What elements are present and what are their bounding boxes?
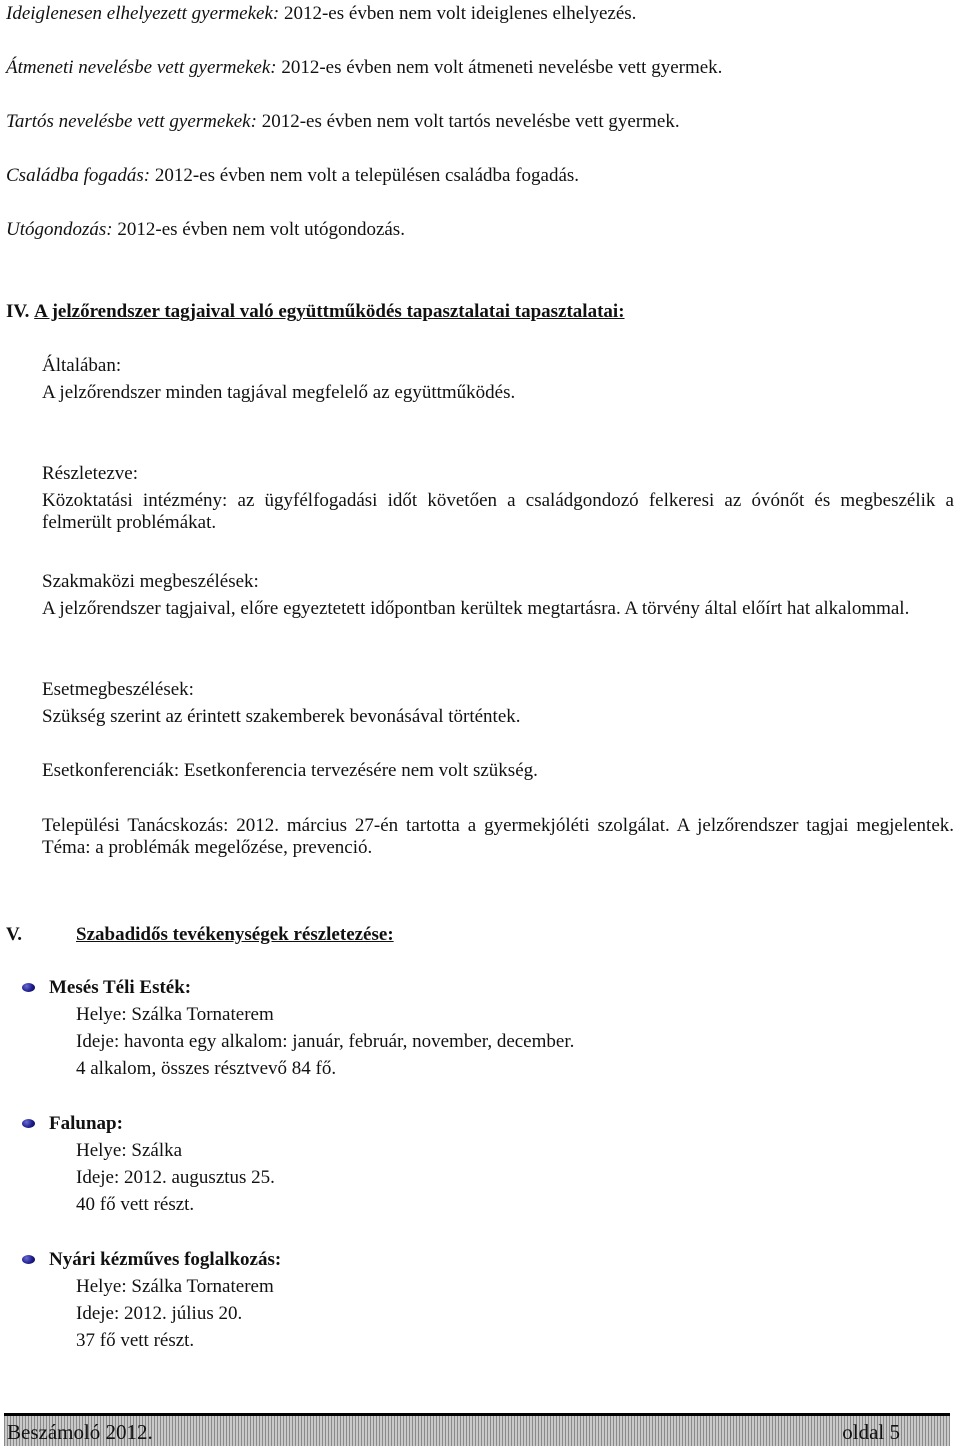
activity-title: Nyári kézműves foglalkozás: — [49, 1249, 282, 1270]
edu-paragraph: Közoktatási intézmény: az ügyfélfogadási időt követően a családgondozó felkeresi az óvónőt és megbeszélik a felmerült problémákat. — [42, 490, 954, 533]
bullet-icon — [22, 1119, 35, 1128]
bullet-icon — [22, 1255, 35, 1264]
line-text: 2012-es évben nem volt a településen családba fogadás. — [150, 165, 580, 186]
detail-label: Részletezve: — [42, 463, 139, 484]
line-label: Családba fogadás: — [6, 165, 151, 186]
council-paragraph: Települési Tanácskozás: 2012. március 27-én tartotta a gyermekjóléti szolgálat. A jelzőrendszer tagjai megjelentek. Téma: a problémák megelőzése, prevenció. — [42, 815, 954, 858]
section-5-heading — [6, 924, 22, 946]
activity-line: Ideje: havonta egy alkalom: január, február, november, december. — [76, 1031, 575, 1052]
section-4-heading — [6, 301, 625, 323]
line-label: Utógondozás: — [6, 219, 113, 240]
section-number: IV. — [6, 301, 30, 322]
activity-line: 37 fő vett részt. — [76, 1330, 195, 1351]
page-footer — [4, 1413, 950, 1446]
case-text: Szükség szerint az érintett szakemberek bevonásával történtek. — [42, 706, 521, 727]
activity-line: 4 alkalom, összes résztvevő 84 fő. — [76, 1058, 337, 1079]
line-utogondozas — [6, 219, 405, 241]
prof-paragraph: A jelzőrendszer tagjaival, előre egyeztetett időpontban kerültek megtartásra. A törvény által előírt hat alkalommal. — [42, 598, 910, 619]
activity-line: Ideje: 2012. augusztus 25. — [76, 1167, 275, 1188]
section-title: Szabadidős tevékenységek részletezése: — [76, 924, 394, 945]
line-text: 2012-es évben nem volt ideiglenes elhelyezés. — [279, 3, 637, 24]
activity-line: 40 fő vett részt. — [76, 1194, 195, 1215]
activity-line: Helye: Szálka — [76, 1140, 183, 1161]
activity-title: Mesés Téli Esték: — [49, 977, 192, 998]
line-text: 2012-es évben nem volt utógondozás. — [112, 219, 405, 240]
conference-text: Esetkonferenciák: Esetkonferencia tervezésére nem volt szükség. — [42, 760, 538, 781]
line-tartos — [6, 111, 680, 133]
bullet-icon — [22, 983, 35, 992]
activity-title: Falunap: — [49, 1113, 123, 1134]
section-number: V. — [6, 924, 23, 945]
line-csaladba — [6, 165, 579, 187]
case-label: Esetmegbeszélések: — [42, 679, 194, 700]
activity-line: Helye: Szálka Tornaterem — [76, 1004, 274, 1025]
line-ideiglenes — [6, 3, 636, 25]
section-title: A jelzőrendszer tagjaival való együttműködés tapasztalatai tapasztalatai: — [34, 301, 625, 322]
activity-line: Helye: Szálka Tornaterem — [76, 1276, 274, 1297]
line-atmeneti — [6, 57, 722, 79]
line-text: 2012-es évben nem volt átmeneti nevelésbe vett gyermek. — [276, 57, 723, 78]
line-label: Átmeneti nevelésbe vett gyermekek: — [6, 57, 277, 78]
footer-title: Beszámoló 2012. — [7, 1420, 153, 1444]
page-number: oldal 5 — [842, 1420, 900, 1444]
line-label: Tartós nevelésbe vett gyermekek: — [6, 111, 257, 132]
line-label: Ideiglenesen elhelyezett gyermekek: — [6, 3, 280, 24]
general-label: Általában: — [42, 355, 122, 376]
general-text: A jelzőrendszer minden tagjával megfelelő az együttműködés. — [42, 382, 516, 403]
line-text: 2012-es évben nem volt tartós nevelésbe vett gyermek. — [256, 111, 680, 132]
prof-label: Szakmaközi megbeszélések: — [42, 571, 259, 592]
activity-line: Ideje: 2012. július 20. — [76, 1303, 243, 1324]
